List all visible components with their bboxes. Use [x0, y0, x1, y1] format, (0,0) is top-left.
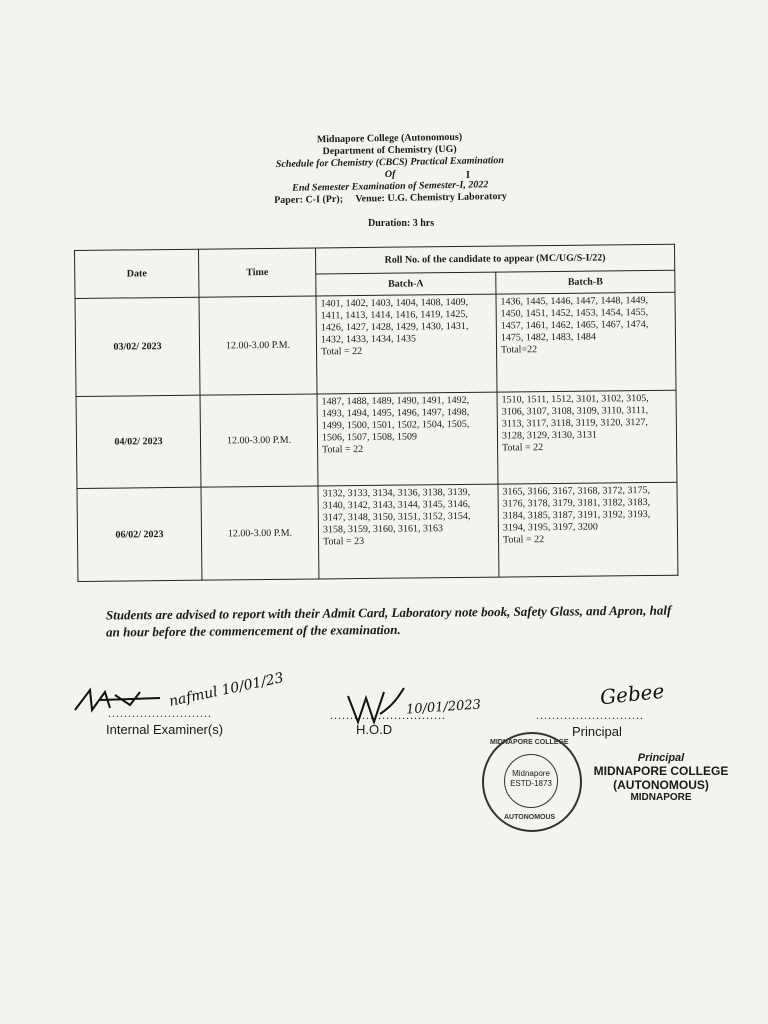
- principal-signature-line: ...........................: [536, 708, 644, 722]
- row-date: 03/02/ 2023: [75, 298, 200, 397]
- row-batch-a: [316, 295, 497, 395]
- college-name: Midnapore College (Autonomous): [316, 131, 463, 146]
- schedule-of: Of: [384, 168, 396, 181]
- batch-a-rolls: 1487, 1488, 1489, 1490, 1491, 1492, 1493, 1494, 1495, 1496, 1497, 1498, 1499, 1500, 1501, 1502, 1504, 1505, 1506, 1507, 1508, 1509: [321, 395, 470, 444]
- row-batch-b: [496, 293, 676, 393]
- header-batch-b: Batch-B: [496, 270, 675, 294]
- principal-label: Principal: [572, 724, 622, 739]
- batch-a-total: Total = 22: [322, 444, 364, 456]
- college-seal: [482, 732, 582, 832]
- header-roll: Roll No. of the candidate to appear (MC/UG/S-I/22): [315, 244, 674, 274]
- duration: Duration: 3 hrs: [368, 218, 435, 229]
- department-name: Department of Chemistry (UG): [322, 143, 457, 158]
- principal-stamp-college: MIDNAPORE COLLEGE: [593, 764, 729, 778]
- row-batch-b: [497, 391, 677, 485]
- internal-signature-line: ..........................: [108, 706, 212, 720]
- batch-b-total: Total = 22: [501, 442, 544, 454]
- row-batch-b: [498, 482, 678, 577]
- row-time: 12.00-3.00 P.M.: [199, 296, 317, 395]
- exam-notice: Students are advised to report with their Admit Card, Laboratory note book, Safety Glass, and Apron, half an hour before the commencement of the examination.: [105, 602, 672, 640]
- header-date: Date: [75, 249, 200, 299]
- batch-a-rolls: 1401, 1402, 1403, 1404, 1408, 1409, 1411, 1413, 1414, 1416, 1419, 1425, 1426, 1427, 1428, 1429, 1430, 1431, 1432, 1433, 1434, 1435: [320, 297, 469, 346]
- hod-ink: 10/01/2023: [405, 697, 482, 718]
- internal-examiner-ink: nafmul 10/01/23: [167, 670, 286, 710]
- batch-b-total: Total=22: [500, 344, 538, 356]
- college-seal-center: [504, 754, 558, 808]
- row-date: 04/02/ 2023: [76, 395, 201, 488]
- row-date: 06/02/ 2023: [77, 487, 202, 581]
- table-row: [76, 391, 677, 489]
- batch-a-rolls: 3132, 3133, 3134, 3136, 3138, 3139, 3140, 3142, 3143, 3144, 3145, 3146, 3147, 3148, 3150, 3151, 3152, 3154, 3158, 3159, 3160, 3161, 3163: [322, 486, 471, 536]
- row-time: 12.00-3.00 P.M.: [200, 394, 318, 487]
- seal-inner-text-1: Midnapore: [512, 769, 550, 778]
- seal-inner-text-2: ESTD-1873: [510, 779, 552, 788]
- hod-label: H.O.D: [356, 722, 393, 737]
- header-time: Time: [198, 248, 316, 298]
- header-batch-a: Batch-A: [316, 272, 496, 296]
- principal-stamp: [586, 752, 736, 803]
- row-time: 12.00-3.00 P.M.: [201, 486, 319, 580]
- row-batch-a: [318, 484, 499, 579]
- batch-a-total: Total = 23: [323, 536, 365, 548]
- batch-b-rolls: 1436, 1445, 1446, 1447, 1448, 1449, 1450, 1451, 1452, 1453, 1454, 1455, 1457, 1461, 1462, 1465, 1467, 1474, 1475, 1482, 1483, 1484: [500, 295, 649, 344]
- seal-ring-top: MIDNAPORE COLLEGE: [490, 739, 569, 746]
- batch-b-rolls: 3165, 3166, 3167, 3168, 3172, 3175, 3176, 3178, 3179, 3181, 3182, 3183, 3184, 3185, 3187, 3191, 3192, 3193, 3194, 3195, 3197, 3200: [502, 485, 651, 534]
- hod-signature-line: .............................: [330, 708, 446, 722]
- principal-stamp-place: MIDNAPORE: [630, 792, 692, 803]
- principal-stamp-title: Principal: [637, 752, 685, 764]
- seal-ring-bottom: AUTONOMOUS: [504, 814, 556, 821]
- batch-b-total: Total = 22: [502, 534, 545, 546]
- row-batch-a: [317, 392, 498, 486]
- schedule-table: [74, 244, 678, 582]
- table-row: [75, 293, 676, 397]
- table-row: [77, 482, 678, 581]
- exam-name: End Semester Examination of Semester-I, 2022: [292, 179, 489, 194]
- internal-examiner-label: Internal Examiner(s): [106, 722, 224, 737]
- principal-ink: Gebee: [598, 678, 666, 710]
- batch-a-total: Total = 22: [321, 346, 363, 358]
- principal-stamp-status: (AUTONOMOUS): [613, 778, 709, 792]
- paper-venue: Paper: C-I (Pr); Venue: U.G. Chemistry Laboratory: [274, 190, 507, 207]
- document-header: [229, 130, 550, 208]
- batch-b-rolls: 1510, 1511, 1512, 3101, 3102, 3105, 3106, 3107, 3108, 3109, 3110, 3111, 3113, 3117, 3118, 3119, 3120, 3127, 3128, 3129, 3130, 3131: [501, 393, 649, 442]
- semester-correction-mark: I: [466, 170, 470, 181]
- schedule-title: Schedule for Chemistry (CBCS) Practical Examination: [275, 155, 504, 170]
